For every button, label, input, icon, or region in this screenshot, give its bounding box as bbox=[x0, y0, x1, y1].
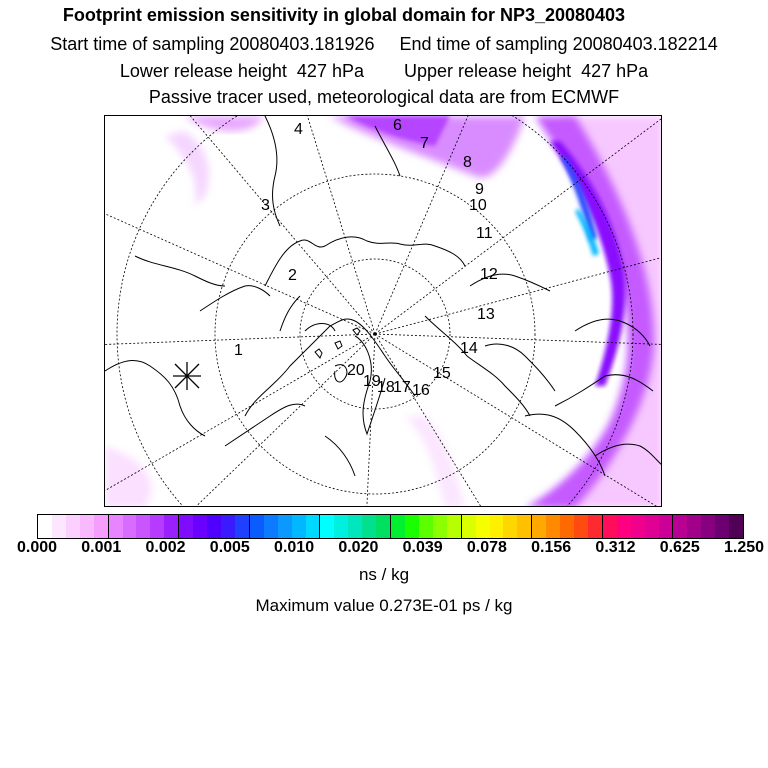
track-label: 7 bbox=[420, 135, 429, 152]
colorbar-cell bbox=[447, 515, 461, 538]
colorbar-cell bbox=[249, 515, 264, 538]
colorbar-tick-label: 1.250 bbox=[723, 539, 765, 556]
colorbar-cell bbox=[490, 515, 504, 538]
track-label: 19 bbox=[363, 373, 381, 390]
colorbar-cell bbox=[52, 515, 66, 538]
polar-map-panel bbox=[104, 115, 662, 507]
colorbar-cell bbox=[235, 515, 249, 538]
colorbar-cell bbox=[574, 515, 588, 538]
colorbar-tick-label: 0.001 bbox=[81, 539, 122, 556]
colorbar-cell bbox=[136, 515, 150, 538]
colorbar-cell bbox=[588, 515, 602, 538]
maximum-value-text: Maximum value 0.273E-01 ps / kg bbox=[255, 596, 513, 615]
colorbar-cell bbox=[405, 515, 419, 538]
track-label: 20 bbox=[347, 362, 365, 379]
colorbar-cell bbox=[80, 515, 94, 538]
colorbar-tick-label: 0.020 bbox=[338, 539, 379, 556]
emission-sensitivity-field bbox=[105, 116, 662, 507]
colorbar-cell bbox=[221, 515, 235, 538]
colorbar-cell bbox=[503, 515, 517, 538]
polar-map bbox=[105, 116, 662, 507]
colorbar-cell bbox=[108, 515, 123, 538]
colorbar-cell bbox=[376, 515, 390, 538]
colorbar bbox=[37, 514, 744, 539]
colorbar-cell bbox=[38, 515, 52, 538]
colorbar-cell bbox=[390, 515, 405, 538]
colorbar-tick-label: 0.010 bbox=[274, 539, 315, 556]
track-label: 16 bbox=[412, 382, 430, 399]
track-label: 10 bbox=[469, 197, 487, 214]
colorbar-cell bbox=[560, 515, 574, 538]
colorbar-tick-label: 0.002 bbox=[145, 539, 186, 556]
track-label: 11 bbox=[476, 225, 493, 242]
release-height-line: Lower release height 427 hPa Upper release height 427 hPa bbox=[119, 61, 649, 81]
track-label: 17 bbox=[393, 379, 411, 396]
colorbar-cell bbox=[701, 515, 715, 538]
release-location-marker bbox=[173, 362, 201, 390]
colorbar-cell bbox=[178, 515, 193, 538]
colorbar-cell bbox=[419, 515, 433, 538]
colorbar-cell bbox=[476, 515, 490, 538]
colorbar-cell bbox=[687, 515, 701, 538]
track-label: 9 bbox=[475, 181, 484, 198]
colorbar-tick-label: 0.156 bbox=[531, 539, 572, 556]
colorbar-cell bbox=[319, 515, 334, 538]
colorbar-cell bbox=[334, 515, 348, 538]
colorbar-tick-label: 0.078 bbox=[466, 539, 507, 556]
colorbar-cell bbox=[659, 515, 673, 538]
colorbar-tick-label: 0.039 bbox=[402, 539, 443, 556]
track-label: 4 bbox=[294, 121, 303, 138]
sampling-time-line: Start time of sampling 20080403.181926 End time of sampling 20080403.182214 bbox=[50, 34, 718, 54]
colorbar-cell bbox=[531, 515, 546, 538]
colorbar-cell bbox=[461, 515, 476, 538]
track-label: 2 bbox=[288, 267, 297, 284]
colorbar-cell bbox=[94, 515, 108, 538]
colorbar-tick-label: 0.005 bbox=[209, 539, 250, 556]
track-label: 6 bbox=[393, 117, 402, 134]
colorbar-cell bbox=[362, 515, 376, 538]
colorbar-cell bbox=[264, 515, 278, 538]
colorbar-cell bbox=[433, 515, 447, 538]
colorbar-cell bbox=[517, 515, 531, 538]
colorbar-cell bbox=[193, 515, 207, 538]
colorbar-tick-label: 0.000 bbox=[16, 539, 58, 556]
colorbar-cell bbox=[672, 515, 687, 538]
colorbar-unit: ns / kg bbox=[358, 565, 410, 584]
track-label: 13 bbox=[477, 306, 495, 323]
colorbar-tick-label: 0.312 bbox=[595, 539, 636, 556]
track-label: 8 bbox=[463, 154, 472, 171]
track-label: 12 bbox=[480, 266, 498, 283]
colorbar-cell bbox=[602, 515, 617, 538]
track-label: 1 bbox=[234, 342, 243, 359]
colorbar-cell bbox=[306, 515, 320, 538]
colorbar-cell bbox=[715, 515, 729, 538]
colorbar-cell bbox=[617, 515, 631, 538]
colorbar-cell bbox=[123, 515, 137, 538]
colorbar-cell bbox=[164, 515, 178, 538]
track-label: 18 bbox=[377, 379, 395, 396]
colorbar-cell bbox=[278, 515, 292, 538]
plot-title: Footprint emission sensitivity in global domain for NP3_20080403 bbox=[62, 5, 626, 25]
colorbar-tick-label: 0.625 bbox=[659, 539, 700, 556]
colorbar-cell bbox=[150, 515, 164, 538]
track-label: 3 bbox=[261, 197, 270, 214]
colorbar-cell bbox=[348, 515, 362, 538]
track-label: 15 bbox=[433, 365, 451, 382]
colorbar-cell bbox=[546, 515, 560, 538]
colorbar-cell bbox=[207, 515, 221, 538]
colorbar-cell bbox=[66, 515, 80, 538]
colorbar-cell bbox=[645, 515, 659, 538]
track-label: 14 bbox=[460, 340, 478, 357]
colorbar-cell bbox=[292, 515, 306, 538]
colorbar-cell bbox=[729, 515, 743, 538]
tracer-info-line: Passive tracer used, meteorological data are from ECMWF bbox=[148, 87, 620, 107]
colorbar-cell bbox=[631, 515, 645, 538]
